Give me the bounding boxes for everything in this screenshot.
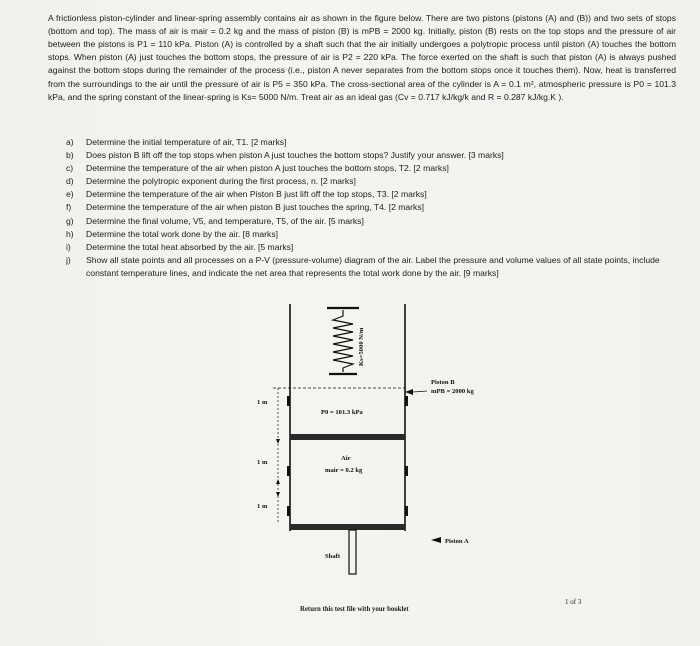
piston-a-arrow-icon — [431, 537, 441, 543]
question-label: d) — [66, 176, 74, 187]
question-text: Determine the total heat absorbed by the air. [5 marks] — [86, 241, 294, 252]
dimension-label-2: 1 m — [257, 459, 268, 466]
piston-b-mass: mPB = 2000 kg — [431, 388, 474, 395]
dim-arrow-icon — [276, 439, 280, 444]
question-label: b) — [66, 150, 74, 161]
question-text: Does piston B lift off the top stops when piston A just touches the bottom stops? Justify your answer. [3 marks] — [86, 150, 504, 161]
air-label: Air — [341, 455, 351, 462]
dim-arrow-icon — [276, 479, 280, 484]
question-label: f) — [66, 202, 72, 213]
piston-b — [290, 434, 405, 440]
question-list — [66, 136, 680, 280]
piston-a-label: Piston A — [445, 538, 469, 545]
piston-a — [290, 524, 405, 530]
question-label: g) — [66, 215, 74, 226]
question-text: Show all state points and all processes on a P-V (pressure-volume) diagram of the air. Label the pressure and volume values of all state points, include constant temperature lines, and indicate the net area that represents the total work done by the air. [9 marks] — [86, 254, 660, 278]
question-item — [66, 254, 680, 280]
question-label: e) — [66, 189, 74, 200]
question-item — [66, 241, 680, 254]
question-label: i) — [66, 241, 71, 252]
piston-b-label: Piston B — [431, 379, 455, 386]
shaft-label: Shaft — [325, 553, 341, 560]
question-item — [66, 162, 680, 175]
middle-stop-left — [287, 466, 290, 476]
question-text: Determine the temperature of the air when Piston B just lift off the top stops, T3. [2 marks] — [86, 189, 427, 200]
question-text: Determine the initial temperature of air, T1. [2 marks] — [86, 137, 287, 147]
piston-b-arrow-icon — [405, 389, 413, 395]
question-text: Determine the polytropic exponent during the first process, n. [2 marks] — [86, 176, 356, 187]
dimension-label-3: 1 m — [257, 503, 268, 510]
top-stop-left — [287, 396, 290, 406]
air-mass-label: mair = 0.2 kg — [325, 467, 363, 474]
page-number: 1 of 3 — [565, 598, 582, 606]
question-item — [66, 228, 680, 241]
footer-note: Return this test file with your booklet — [300, 606, 409, 613]
question-item — [66, 175, 680, 188]
question-label: a) — [66, 137, 74, 147]
question-label: h) — [66, 228, 74, 239]
middle-stop-right — [405, 466, 408, 476]
dimension-label-1: 1 m — [257, 399, 268, 406]
question-item — [66, 149, 680, 162]
spring-label: Ks=5000 N/m — [358, 327, 365, 366]
shaft — [349, 530, 356, 574]
question-label: c) — [66, 163, 74, 174]
question-text: Determine the temperature of the air when piston B just touches the spring, T4. [2 marks] — [86, 202, 425, 213]
piston-cylinder-diagram — [245, 296, 515, 596]
question-item — [66, 188, 680, 201]
spring-icon — [333, 310, 353, 372]
question-text: Determine the total work done by the air. [8 marks] — [86, 228, 279, 239]
question-item — [66, 215, 680, 228]
piston-b-leader — [413, 391, 427, 392]
question-text: Determine the temperature of the air when piston A just touches the bottom stops, T2. [2 marks] — [86, 163, 449, 174]
top-stop-right — [405, 396, 408, 406]
question-text: Determine the final volume, V5, and temperature, T5, of the air. [5 marks] — [86, 215, 364, 226]
problem-statement: A frictionless piston-cylinder and linear-spring assembly contains air as shown in the figure below. There are two pistons (pistons (A) and (B)) and two sets of stops (bottom and top). The mass of air is mair = 0.2 kg and the mass of piston (B) is mPB = 2000 kg. Initially, piston (B) rests on the top stops and the pressure of air between the pistons is P1 = 110 kPa. Piston (A) is controlled by a shaft such that the air initially undergoes a polytropic process until piston (A) touches the bottom stops. When piston (A) just touches the bottom stops, the pressure of air is P2 = 220 kPa. The force exerted on the shaft is such that piston (A) is always pushed against the bottom stops during the remainder of the process (i.e., piston A never separates from the bottom stops once it touches them). Now, heat is transferred from the surroundings to the air until the pressure of air is P5 = 350 kPa. The cross-sectional area of the cylinder is A = 0.1 m², atmospheric pressure is P0 = 101.3 kPa, and the spring constant of the linear-spring is Ks= 5000 N/m. Treat air as an ideal gas (Cv = 0.717 kJ/kg/k and R = 0.287 kJ/kg.K ). — [48, 12, 676, 102]
atmospheric-pressure-label: P0 = 101.3 kPa — [321, 409, 363, 416]
bottom-stop-left — [287, 506, 290, 516]
bottom-stop-right — [405, 506, 408, 516]
question-item — [66, 136, 680, 149]
question-item — [66, 201, 680, 214]
dim-arrow-icon — [276, 492, 280, 497]
question-label: j) — [66, 254, 71, 265]
